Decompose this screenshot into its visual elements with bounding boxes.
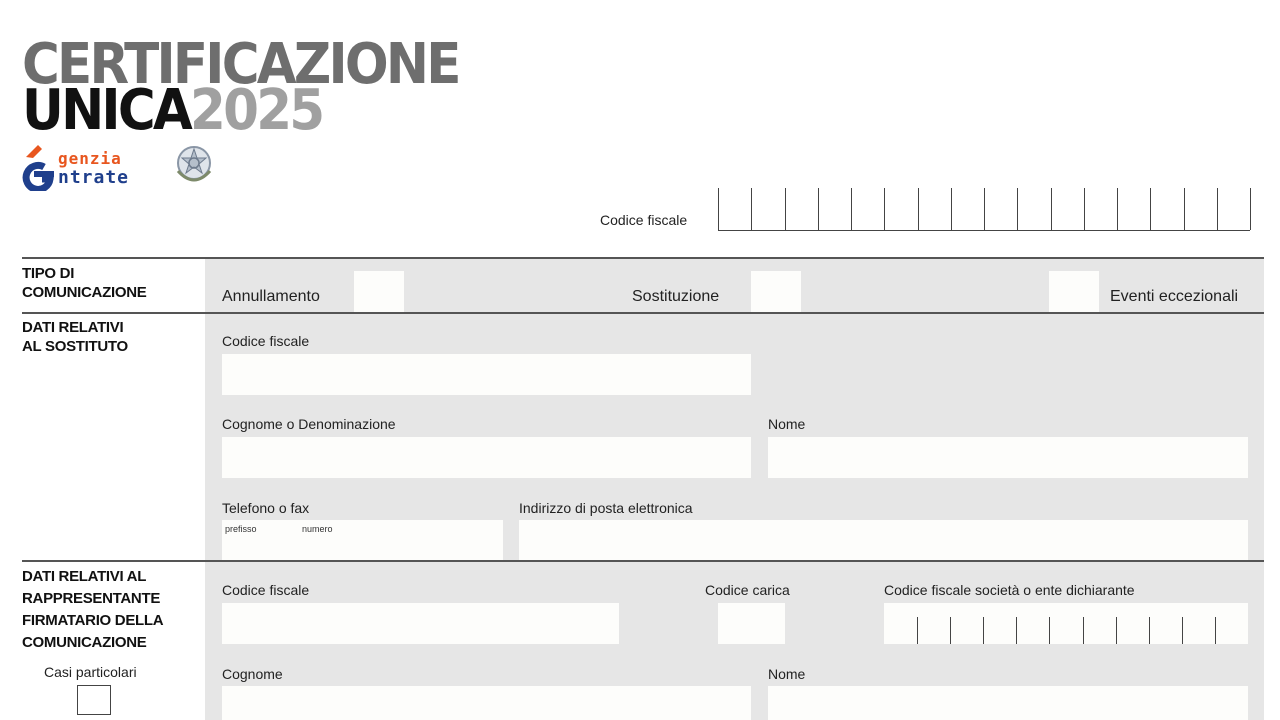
character-cell-divider <box>1017 188 1018 230</box>
character-cell-divider <box>785 188 786 230</box>
annullamento-label: Annullamento <box>222 288 320 305</box>
character-cell-divider <box>950 617 951 644</box>
logo-title-year: 2025 <box>190 78 323 143</box>
codice-carica-input[interactable] <box>718 603 785 644</box>
tipo-comunicazione-title: TIPO DI COMUNICAZIONE <box>22 265 147 301</box>
casi-particolari-label: Casi particolari <box>44 664 137 680</box>
character-cell-divider <box>1217 188 1218 230</box>
character-cell-divider <box>984 188 985 230</box>
character-cell-divider <box>1184 188 1185 230</box>
rappresentante-nome-input[interactable] <box>768 686 1248 720</box>
rappresentante-title: DATI RELATIVI AL RAPPRESENTANTE FIRMATARIO DELLA COMUNICAZIONE <box>22 568 164 651</box>
numero-label: numero <box>302 524 333 534</box>
rappresentante-codice-fiscale-label: Codice fiscale <box>222 582 310 598</box>
character-cell-divider <box>1084 188 1085 230</box>
codice-fiscale-societa-input[interactable] <box>884 603 1248 644</box>
header-codice-fiscale-input[interactable] <box>718 188 1250 231</box>
sostituto-nome-input[interactable] <box>768 437 1248 478</box>
sostituto-cognome-label: Cognome o Denominazione <box>222 416 396 432</box>
form-logo <box>22 32 497 143</box>
character-cell-divider <box>751 188 752 230</box>
character-cell-divider <box>1215 617 1216 644</box>
prefisso-label: prefisso <box>225 524 257 534</box>
logo-title-word: UNICA <box>22 78 191 143</box>
sostituto-title: DATI RELATIVI AL SOSTITUTO <box>22 319 128 355</box>
telefono-label: Telefono o fax <box>222 500 310 516</box>
character-cell-divider <box>918 188 919 230</box>
character-cell-divider <box>884 188 885 230</box>
character-cell-divider <box>1117 188 1118 230</box>
email-input[interactable] <box>519 520 1248 560</box>
annullamento-checkbox[interactable] <box>354 271 404 312</box>
rappresentante-cognome-input[interactable] <box>222 686 751 720</box>
character-cell-divider <box>1083 617 1084 644</box>
casi-particolari-checkbox[interactable] <box>77 685 111 715</box>
telefono-input[interactable] <box>222 520 503 560</box>
character-cell-divider <box>851 188 852 230</box>
rappresentante-cognome-label: Cognome <box>222 666 283 682</box>
character-cell-divider <box>718 188 719 230</box>
character-cell-divider <box>1182 617 1183 644</box>
agenzia-entrate-logo <box>22 143 222 193</box>
email-label: Indirizzo di posta elettronica <box>519 500 693 516</box>
character-cell-divider <box>818 188 819 230</box>
eventi-eccezionali-label: Eventi eccezionali <box>1110 288 1239 305</box>
logo-title-line2 <box>22 78 459 143</box>
character-cell-divider <box>1250 188 1251 230</box>
sostituzione-checkbox[interactable] <box>751 271 801 312</box>
character-cell-divider <box>951 188 952 230</box>
sostituzione-label: Sostituzione <box>632 288 720 305</box>
character-cell-divider <box>917 617 918 644</box>
sostituto-cognome-input[interactable] <box>222 437 751 478</box>
header-codice-fiscale-label: Codice fiscale <box>600 212 688 228</box>
character-cell-divider <box>1049 617 1050 644</box>
logo-title-line1: CERTIFICAZIONE <box>22 32 459 97</box>
sostituto-codice-fiscale-input[interactable] <box>222 354 751 395</box>
character-cell-divider <box>1116 617 1117 644</box>
character-cell-divider <box>1051 188 1052 230</box>
character-cell-divider <box>1150 188 1151 230</box>
rappresentante-codice-fiscale-input[interactable] <box>222 603 619 644</box>
eventi-eccezionali-checkbox[interactable] <box>1049 271 1099 312</box>
sostituto-nome-label: Nome <box>768 416 806 432</box>
character-cell-divider <box>1149 617 1150 644</box>
codice-carica-label: Codice carica <box>705 582 790 598</box>
agenzia-text-line2: ntrate <box>58 167 130 188</box>
repubblica-emblem-icon <box>173 143 215 187</box>
agenzia-text-line1: genzia <box>58 149 122 168</box>
codice-fiscale-societa-label: Codice fiscale società o ente dichiarante <box>884 582 1135 598</box>
character-cell-divider <box>1016 617 1017 644</box>
character-cell-divider <box>983 617 984 644</box>
sostituto-codice-fiscale-label: Codice fiscale <box>222 333 310 349</box>
rappresentante-nome-label: Nome <box>768 666 806 682</box>
